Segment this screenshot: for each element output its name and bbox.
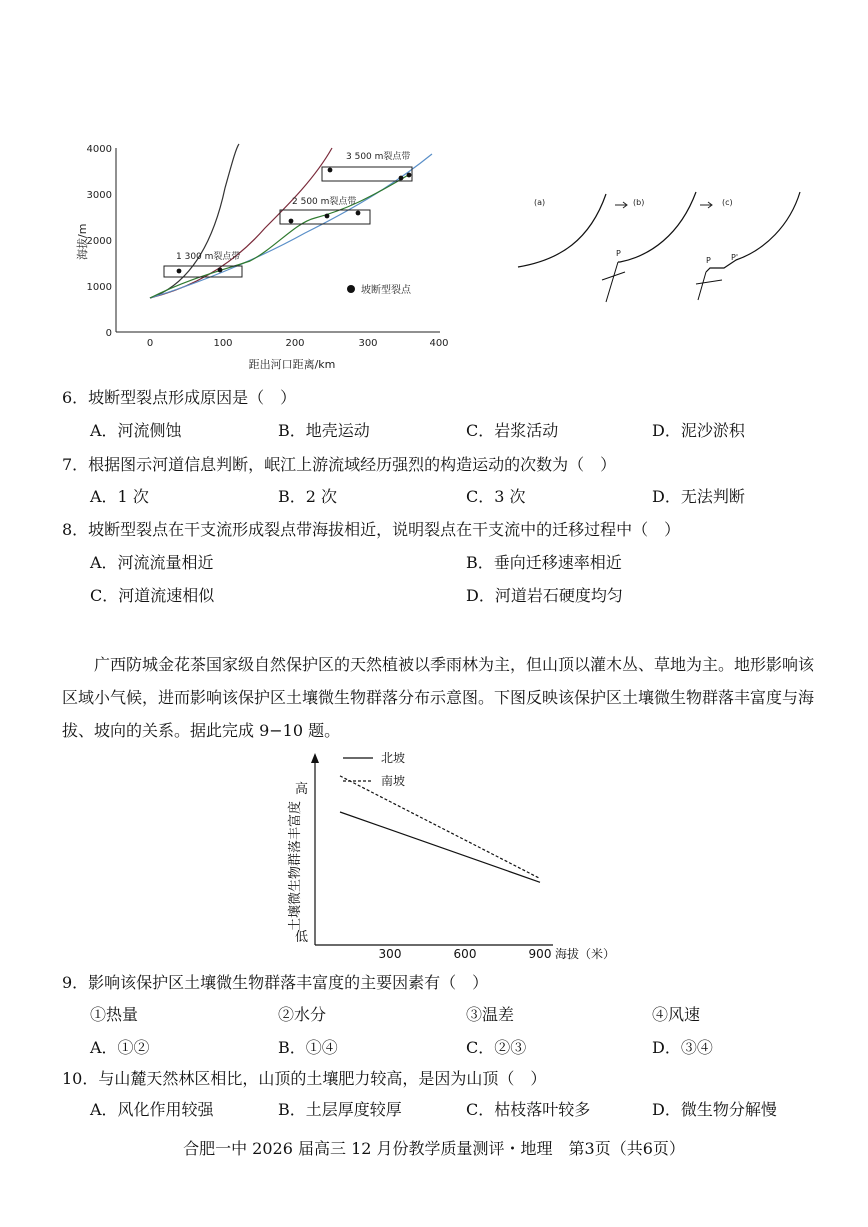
y-high-label: 高: [295, 782, 309, 797]
profile-b: [618, 192, 696, 262]
y-axis-arrow-icon: [311, 753, 319, 763]
passage: [62, 648, 822, 747]
panel-label-c: (c): [722, 198, 733, 207]
x-axis-label: 距出河口距离/km: [248, 358, 336, 371]
legend-north-slope: 北坡: [381, 751, 406, 765]
x-tick-label: 0: [146, 338, 154, 349]
x-tick-label: 400: [429, 338, 449, 349]
river-profile-figure: [70, 118, 460, 373]
panel-label-b: (b): [633, 198, 645, 207]
question-9-item-4: ④风速: [652, 1005, 701, 1024]
knickpoint-schematic-figure: [510, 180, 810, 305]
question-9-option-a: A．①②: [90, 1038, 150, 1057]
x-tick-label: 100: [213, 338, 233, 349]
question-7-option-d: D．无法判断: [652, 487, 745, 506]
x-tick-label: 200: [285, 338, 305, 349]
question-6-option-a: A．河流侧蚀: [90, 421, 182, 440]
question-9-option-c: C．②③: [466, 1038, 527, 1057]
question-7-option-b: B．2 次: [278, 487, 338, 506]
x-axis-label: 海拔（米）: [555, 947, 616, 961]
question-6-option-d: D．泥沙淤积: [652, 421, 745, 440]
y-axis-label: 土壤微生物群落丰富度: [288, 800, 303, 931]
legend-dot-icon: [347, 285, 355, 293]
legend-label: 坡断型裂点: [361, 285, 411, 296]
question-8-option-c: C．河道流速相似: [90, 586, 215, 605]
x-tick-label: 300: [358, 338, 378, 349]
question-7-stem: 7．根据图示河道信息判断，岷江上游流域经历强烈的构造运动的次数为（ ）: [62, 455, 617, 474]
profile-c: [706, 192, 800, 272]
question-10-option-b: B．土层厚度较厚: [278, 1100, 402, 1119]
question-8-stem: 8．坡断型裂点在干支流形成裂点带海拔相近，说明裂点在干支流中的迁移过程中（ ）: [62, 520, 681, 539]
point-label-p: P: [706, 256, 711, 265]
passage-text: 广西防城金花茶国家级自然保护区的天然植被以季雨林为主，但山顶以灌木丛、草地为主。地形影响该区域小气候，进而影响该保护区土壤微生物群落分布示意图。下图反映该保护区土壤微生物群落丰富度与海拔、坡向的关系。据此完成 9−10 题。: [62, 655, 815, 740]
question-7-option-a: A．1 次: [90, 487, 149, 506]
band-label-2500: 2 500 m裂点带: [292, 197, 357, 207]
fault-b: [602, 262, 625, 302]
question-9-option-b: B．①④: [278, 1038, 338, 1057]
panel-label-a: (a): [534, 198, 546, 207]
y-low-label: 低: [295, 930, 309, 945]
y-tick-label: 1000: [86, 282, 112, 293]
question-8-option-d: D．河道岩石硬度均匀: [466, 586, 623, 605]
question-10-stem: 10．与山麓天然林区相比，山顶的土壤肥力较高，是因为山顶（ ）: [62, 1069, 547, 1088]
question-7-option-c: C．3 次: [466, 487, 526, 506]
question-9-stem: 9．影响该保护区土壤微生物群落丰富度的主要因素有（ ）: [62, 973, 489, 992]
arrow-icon: [615, 202, 627, 208]
profile-a: [518, 194, 606, 267]
tributary-curve-steep: [150, 144, 239, 298]
question-10-option-a: A．风化作用较强: [90, 1100, 214, 1119]
y-tick-label: 0: [105, 328, 112, 339]
point-label-p-prime: P': [731, 253, 739, 262]
question-9-item-3: ③温差: [466, 1005, 515, 1024]
question-10-option-d: D．微生物分解慢: [652, 1100, 777, 1119]
point-label-p: P: [616, 249, 621, 258]
main-river-curve-blue: [150, 154, 432, 298]
question-9-item-1: ①热量: [90, 1005, 139, 1024]
question-6-stem: 6．坡断型裂点形成原因是（ ）: [62, 388, 297, 407]
legend-south-slope: 南坡: [381, 774, 406, 788]
arrow-icon: [700, 202, 712, 208]
band-label-3500: 3 500 m裂点带: [346, 152, 411, 162]
y-tick-label: 4000: [86, 144, 112, 155]
question-8-option-a: A．河流流量相近: [90, 553, 214, 572]
question-10-option-c: C．枯枝落叶较多: [466, 1100, 591, 1119]
page-footer: 合肥一中 2026 届高三 12 月份教学质量测评・地理 第3页（共6页）: [183, 1139, 685, 1158]
y-tick-label: 2000: [86, 236, 112, 247]
band-label-1300: 1 300 m裂点带: [176, 252, 241, 262]
fault-c: [696, 272, 722, 300]
main-river-curve-green: [150, 174, 410, 298]
x-tick-label: 900: [528, 947, 552, 961]
tributary-curve-red: [150, 148, 332, 298]
richness-altitude-chart: [265, 745, 625, 970]
series-line-south-slope: [340, 776, 540, 879]
x-tick-label: 300: [378, 947, 402, 961]
question-8-option-b: B．垂向迁移速率相近: [466, 553, 622, 572]
question-9-option-d: D．③④: [652, 1038, 713, 1057]
y-tick-label: 3000: [86, 190, 112, 201]
x-tick-label: 600: [453, 947, 477, 961]
series-line-north-slope: [340, 812, 540, 882]
question-6-option-c: C．岩浆活动: [466, 421, 559, 440]
y-axis-label: 海拔/m: [76, 223, 89, 260]
question-6-option-b: B．地壳运动: [278, 421, 370, 440]
question-9-item-2: ②水分: [278, 1005, 327, 1024]
